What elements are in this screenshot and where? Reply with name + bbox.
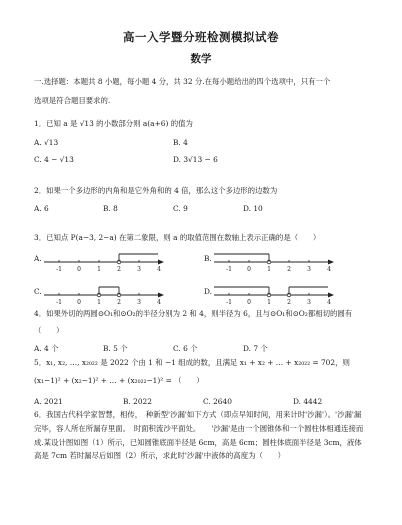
question-3-stem: 3．已知点 P(a−3, 2−a) 在第二象限，则 a 的取值范围在数轴上表示正确的是（ ） — [34, 233, 321, 242]
question-4-paren: （ ） — [34, 326, 64, 335]
number-line-d — [210, 285, 340, 309]
question-6-line-1: 6．我国古代科学家智慧，相传， 种新型'沙漏'如下方式（即点早知时间，用来计时'沙漏'）。'沙漏'漏 — [34, 410, 362, 419]
question-2-option-b: B. 8 — [103, 204, 118, 213]
question-1-option-d: D. 3√13 − 6 — [173, 155, 218, 164]
question-6-line-2: 完毕，容人所在所漏存里面。 时面积流沙平面处。 '沙漏'是由一个圆锥体和一个圆柱体相通连接而 — [34, 424, 364, 433]
number-line-tick-label: 0 — [247, 299, 251, 306]
question-5-option-c: C. 2640 — [203, 397, 232, 406]
number-line-tick-label: 2 — [117, 266, 121, 273]
number-line-tick-label: 3 — [307, 266, 311, 273]
question-2-option-c: C. 9 — [173, 204, 188, 213]
number-line-b — [210, 252, 340, 276]
number-line-a — [40, 252, 170, 276]
number-line-tick-label: 0 — [77, 266, 81, 273]
number-line-tick-label: 3 — [307, 299, 311, 306]
number-line-tick-label: 1 — [97, 299, 101, 306]
question-2-stem: 2．如果一个多边形的内角和是它外角和的 4 倍，那么这个多边形的边数为 — [34, 186, 278, 195]
number-line-c — [40, 285, 170, 309]
question-5-option-a: A. 2021 — [34, 397, 63, 406]
question-6-line-4: 高是 7cm 若时漏尽后如图（2）所示，求此时'沙漏'中液体的高度为（ ） — [34, 451, 286, 460]
question-4-option-c: C. 6 个 — [173, 344, 198, 353]
section-instruction-line-1: 一.选择题：本题共 8 小题，每小题 4 分，共 32 分.在每小题给出的四个选项中，只有一个 — [34, 77, 331, 86]
question-5-line-2: (x₁−1)² + (x₂−1)² + … + (x₂₀₂₂−1)² = （ ） — [34, 376, 204, 385]
question-5-option-b: B. 2022 — [123, 397, 152, 406]
question-5-line-1: 5．x₁, x₂, …, x₂₀₂₂ 是 2022 个由 1 和 −1 组成的数，且满足 x₁ + x₂ + … + x₂₀₂₂ = 702，则 — [34, 358, 350, 367]
number-line-tick-label: 4 — [157, 266, 161, 273]
question-6-line-3: 成.某设计图如图（1）所示，已知圆锥底面半径是 6cm，高是 6cm；圆柱体底面半径是 3cm，液体 — [34, 438, 362, 447]
question-1-option-c: C. 4 − √13 — [34, 155, 74, 164]
section-instruction-line-2: 选项是符合题目要求的. — [34, 96, 111, 105]
question-2-option-d: D. 10 — [243, 204, 263, 213]
number-line-tick-label: -1 — [226, 299, 232, 306]
question-1-option-a: A. √13 — [34, 138, 59, 147]
number-line-tick-label: 3 — [137, 266, 141, 273]
number-line-tick-label: 1 — [267, 299, 271, 306]
question-1-stem: 1．已知 a 是 √13 的小数部分则 a(a+6) 的值为 — [34, 119, 193, 128]
number-line-tick-label: 4 — [327, 266, 331, 273]
number-line-tick-label: 4 — [327, 299, 331, 306]
question-4-option-a: A. 4 个 — [34, 344, 59, 353]
question-3-option-d-label: D. — [204, 287, 213, 296]
exam-title: 高一入学暨分班检测模拟试卷 — [123, 30, 279, 44]
number-line-tick-label: 3 — [137, 299, 141, 306]
question-5-option-d: D. 4442 — [293, 397, 323, 406]
question-4-option-b: B. 5 个 — [103, 344, 128, 353]
question-3-option-b-label: B. — [204, 254, 212, 263]
number-line-tick-label: -1 — [56, 266, 62, 273]
number-line-tick-label: 1 — [97, 266, 101, 273]
number-line-tick-label: 2 — [117, 299, 121, 306]
number-line-tick-label: 0 — [247, 266, 251, 273]
number-line-tick-label: -1 — [56, 299, 62, 306]
question-2-option-a: A. 6 — [34, 204, 49, 213]
number-line-tick-label: 2 — [287, 299, 291, 306]
question-3-option-a-label: A. — [34, 254, 42, 263]
number-line-tick-label: 0 — [77, 299, 81, 306]
number-line-tick-label: 2 — [287, 266, 291, 273]
question-4-option-d: D. 7 个 — [243, 344, 268, 353]
question-1-option-b: B. 4 — [173, 138, 188, 147]
number-line-tick-label: 4 — [157, 299, 161, 306]
subject-title: 数学 — [190, 53, 212, 65]
question-3-option-c-label: C. — [34, 287, 42, 296]
number-line-tick-label: 1 — [267, 266, 271, 273]
question-4-stem: 4．如果外切的两圆⊙O₁和⊙O₂的半径分别为 2 和 4，则半径为 6，且与⊙O₁和⊙O₂都相切的圆有 — [34, 309, 353, 318]
number-line-tick-label: -1 — [226, 266, 232, 273]
